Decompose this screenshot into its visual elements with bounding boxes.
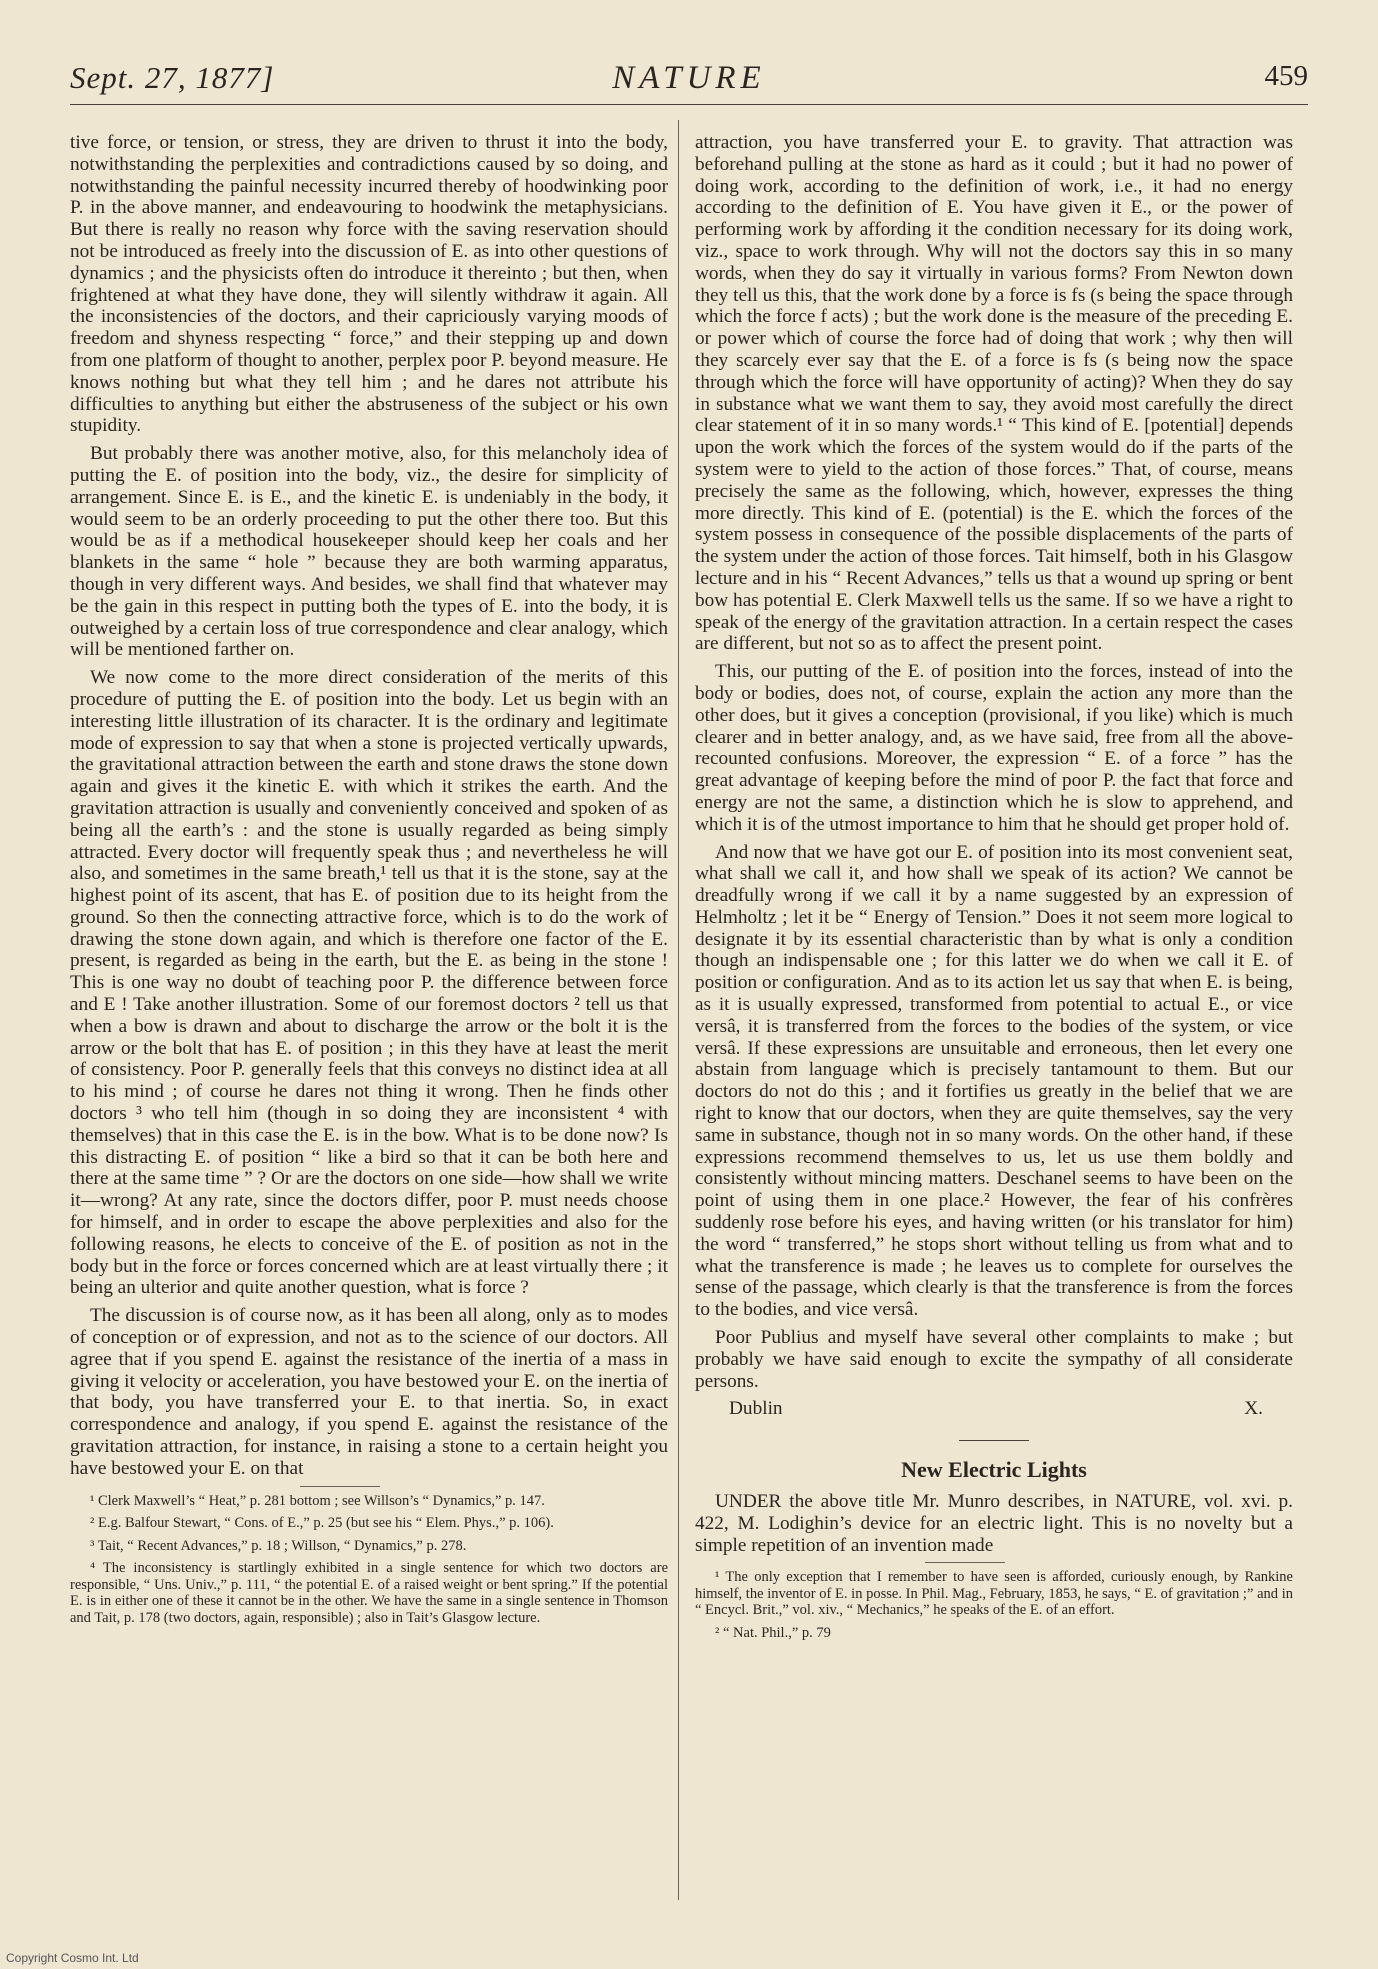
journal-title: NATURE [612,60,766,96]
footnote: ¹ The only exception that I remember to have seen is afforded, curiously enough, by Rankine himself, the inventor of E. in posse. In Phil. Mag., February, 1853, he says, “ E. of gravitation ;” and in “ Encycl. Brit.,” vol. xiv., “ Mechanics,” he speaks of the E. of an effort. [695,1569,1293,1619]
left-column [70,132,668,1632]
footnote-rule [300,1486,380,1487]
paragraph: attraction, you have transferred your E. to gravity. That attraction was beforehand pulling at the stone as hard as it could ; but it had no power of doing work, according to the definition of work, i.e., it had no energy according to the definition of E. You have given it E., or the power of performing work by affording it the condition necessary for its doing work, viz., space to work through. Why will not the doctors say this in so many words, when they do say it virtually in various forms? From Newton down they tell us this, that the work done by a force is fs (s being the space through which the force f acts) ; but the work done is the measure of the preceding E. or power which of course the force had of doing that work ; why then will they scarcely ever say that the E. of a force is fs (s being now the space through which the force will have opportunity of acting)? When they do say in substance what we want them to say, they avoid most carefully the direct clear statement of it in so many words.¹ “ This kind of E. [potential] depends upon the work which the forces of the system would do if the parts of the system were to yield to the action of those forces.” That, of course, means precisely the same as the following, which, however, expresses the thing more directly. This kind of E. (potential) is the E. which the forces of the system possess in consequence of the possible displacements of the parts of the system under the action of those forces. Tait himself, both in his Glasgow lecture and in his “ Recent Advances,” tells us that a wound up spring or bent bow has potential E. Clerk Maxwell tells us the same. If so we have a right to speak of the energy of the gravitation attraction. In a certain respect the cases are different, but not so as to affect the present point. [695,132,1293,655]
paragraph: UNDER the above title Mr. Munro describes, in NATURE, vol. xvi. p. 422, M. Lodighin’s device for an electric light. This is no novelty but a simple repetition of an invention made [695,1491,1293,1556]
issue-date: Sept. 27, 1877] [70,60,275,95]
paragraph: This, our putting of the E. of position into the forces, instead of into the body or bodies, does not, of course, explain the action any more than the other does, but it gives a conception (provisional, if you like) which is much clearer and in better analogy, and, as we have said, free from all the above-recounted confusions. Moreover, the expression “ E. of a force ” has the great advantage of keeping before the mind of poor P. the fact that force and energy are not the same, a distinction which he is slow to apprehend, and which it is of the utmost importance to him that he should get proper hold of. [695,661,1293,835]
section-heading: New Electric Lights [901,1457,1087,1483]
footnote: ⁴ The inconsistency is startlingly exhibited in a single sentence for which two doctors are responsible, “ Uns. Univ.,” p. 111, “ the potential E. of a raised weight or bent spring.” If the potential E. is in either one of these it cannot be in the other. We have the same in a single sentence in Thomson and Tait, p. 178 (two doctors, again, responsible) ; also in Tait’s Glasgow lecture. [70,1560,668,1626]
column-divider [678,120,679,1900]
footnote: ² “ Nat. Phil.,” p. 79 [715,1624,831,1641]
paragraph: tive force, or tension, or stress, they are driven to thrust it into the body, notwithstanding the perplexities and contradictions caused by so doing, and notwithstanding the painful necessity incurred thereby of hoodwinking poor P. in the above manner, and endeavouring to hoodwink the metaphysicians. But there is really no reason why force with the saving reservation should not be introduced as freely into the discussion of E. as into other questions of dynamics ; and the physicists often do introduce it thereinto ; but then, when frightened at what they have done, they will silently withdraw it again. All the inconsistencies of the doctors, and their capriciously varying moods of freedom and shyness respecting “ force,” and their stepping up and down from one platform of thought to another, perplex poor P. beyond measure. He knows nothing but what they tell him ; and he dares not attribute his difficulties to anything but either the abstruseness of the subject or his own stupidity. [70,132,668,437]
signature-name: X. [1244,1398,1263,1420]
page-number: 459 [1264,60,1308,92]
signature-line [695,1398,1293,1420]
section-rule [959,1440,1029,1441]
signature-place: Dublin [729,1398,783,1420]
paragraph: But probably there was another motive, also, for this melancholy idea of putting the E. of position into the body, viz., the desire for simplicity of arrangement. Since E. is E., and the kinetic E. is undeniably in the body, it would seem to be an orderly proceeding to put the other there too. But this would be as if a methodical housekeeper should keep her coals and her blankets in the same “ hole ” because they are both warming apparatus, though in very different ways. And besides, we shall find that whatever may be the gain in this respect in putting both the types of E. into the body, it is outweighed by a certain loss of true correspondence and clear analogy, which will be mentioned farther on. [70,443,668,661]
footnote: ³ Tait, “ Recent Advances,” p. 18 ; Willson, “ Dynamics,” p. 278. [90,1537,467,1554]
paragraph: And now that we have got our E. of position into its most convenient seat, what shall we call it, and how shall we speak of its action? We cannot be dreadfully wrong if we call it by a name suggested by an expression of Helmholtz ; let it be “ Energy of Tension.” Does it not seem more logical to designate it by its essential characteristic than by what is only a condition though an indispensable one ; for this latter we do when we call it E. of position or configuration. And as to its action let us say that when E. is being, as it is usually expressed, transformed from potential to actual E., or vice versâ, it is transferred from the forces to the bodies of the system, or vice versâ. If these expressions are unsuitable and erroneous, then let every one abstain from language which is precisely tantamount to them. But our doctors do not do this ; and it fortifies us greatly in the belief that we are right to know that our doctors, when they are quite themselves, say the very same in substance, though not in so many words. On the other hand, if these expressions recommend themselves to us, let us use them boldly and consistently without mincing matters. Deschanel seems to have been on the point of using them in one place.² However, the fear of his confrères suddenly rose before his eyes, and having written (or his translator for him) the word “ transferred,” he stops short without telling us from what and to what the transference is made ; he leaves us to complete for ourselves the sense of the passage, which clearly is that the transference is from the forces to the bodies, and vice versâ. [695,841,1293,1321]
footnote: ² E.g. Balfour Stewart, “ Cons. of E.,” p. 25 (but see his “ Elem. Phys.,” p. 106). [90,1515,554,1532]
paragraph: We now come to the more direct consideration of the merits of this procedure of putting the E. of position into the body. Let us begin with an interesting little illustration of its character. It is the ordinary and legitimate mode of expression to say that when a stone is projected vertically upwards, the gravitational attraction between the earth and stone draws the stone down again and gives it the kinetic E. with which it strikes the earth. And the gravitation attraction is usually and conveniently conceived and spoken of as being all the earth’s : and the stone is usually regarded as being simply attracted. Every doctor will frequently speak thus ; and nevertheless he will also, and sometimes in the same breath,¹ tell us that it is the stone, say at the highest point of its ascent, that has E. of position due to its height from the ground. So then the connecting attractive force, which is to do the work of drawing the stone down again, and which is therefore one factor of the E. present, is regarded as being in the earth, but the E. as being in the stone ! This is one way no doubt of teaching poor P. the difference between force and E ! Take another illustration. Some of our foremost doctors ² tell us that when a bow is drawn and about to discharge the arrow or the bolt it is the arrow or the bolt that has E. of position ; in this they have at least the merit of consistency. Poor P. generally feels that this conveys no distinct idea at all to his mind ; of course he dares not thing it wrong. Then he finds other doctors ³ who tell him (though in so doing they are inconsistent ⁴ with themselves) that in this case the E. is in the bow. What is to be done now? Is this distracting E. of position “ like a bird so that it can be both here and there at the same time ” ? Or are the doctors on one side—how shall we write it—wrong? At any rate, since the doctors differ, poor P. must needs choose for himself, and in order to escape the above perplexities and also for the following reasons, he elects to conceive of the E. of position as not in the body but in the force or forces concerned which are at least virtually there ; it being an ulterior and quite another question, what is force ? [70,667,668,1299]
right-column [695,132,1293,1647]
footnote: ¹ Clerk Maxwell’s “ Heat,” p. 281 bottom ; see Willson’s “ Dynamics,” p. 147. [90,1492,545,1509]
header-rule [70,104,1308,105]
paragraph: Poor Publius and myself have several other complaints to make ; but probably we have said enough to excite the sympathy of all considerate persons. [695,1327,1293,1392]
running-header [70,60,1308,110]
paragraph: The discussion is of course now, as it has been all along, only as to modes of conception or of expression, and not as to the science of our doctors. All agree that if you spend E. against the resistance of the inertia of a mass in giving it velocity or acceleration, you have bestowed your E. on the inertia of that body, you have transferred your E. to that inertia. So, in exact correspondence and analogy, if you spend E. against the resistance of the gravitation attraction, for instance, in raising a stone to a certain height you have bestowed your E. on that [70,1305,668,1479]
copyright-notice: Copyright Cosmo Int. Ltd [6,1951,139,1965]
footnote-rule [925,1562,1005,1563]
